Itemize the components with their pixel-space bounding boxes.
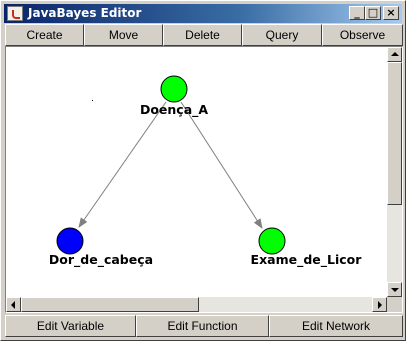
horizontal-scrollbar[interactable]	[6, 297, 387, 312]
node-exame-de-licor-label: Exame_de_Licor	[250, 252, 362, 267]
vertical-scrollbar[interactable]	[387, 47, 402, 297]
scroll-left-button[interactable]	[6, 297, 21, 312]
mode-toolbar	[5, 24, 403, 46]
network-canvas[interactable]	[6, 47, 387, 297]
node-doenca-a-circle[interactable]	[161, 76, 187, 102]
arrow-left-icon	[11, 301, 15, 309]
canvas-dot	[92, 100, 93, 101]
java-cup-icon	[7, 6, 23, 21]
arrow-down-icon	[391, 288, 399, 292]
scroll-up-button[interactable]	[387, 47, 402, 62]
minimize-button[interactable]: _	[349, 6, 365, 20]
edge-doenca-to-exame	[181, 102, 262, 228]
scrollbar-corner	[387, 297, 402, 312]
query-button[interactable]: Query	[242, 24, 322, 46]
node-dor-de-cabeca-circle[interactable]	[57, 228, 83, 254]
scroll-down-button[interactable]	[387, 282, 402, 297]
node-exame-de-licor-circle[interactable]	[259, 228, 285, 254]
scroll-right-button[interactable]	[372, 297, 387, 312]
edit-variable-button[interactable]: Edit Variable	[5, 315, 136, 337]
maximize-button[interactable]: □	[365, 6, 381, 20]
node-dor-de-cabeca[interactable]	[49, 228, 153, 268]
close-button[interactable]: ×	[383, 6, 399, 20]
arrow-up-icon	[391, 52, 399, 56]
edit-network-button[interactable]: Edit Network	[269, 315, 403, 337]
node-doenca-a[interactable]	[140, 76, 208, 118]
edit-function-button[interactable]: Edit Function	[136, 315, 269, 337]
edge-doenca-to-dor	[79, 102, 166, 227]
title-bar[interactable]	[4, 4, 402, 23]
node-doenca-a-label: Doença_A	[139, 102, 209, 117]
move-button[interactable]: Move	[84, 24, 163, 46]
observe-button[interactable]: Observe	[322, 24, 403, 46]
vertical-scroll-thumb[interactable]	[387, 62, 402, 205]
create-button[interactable]: Create	[5, 24, 84, 46]
delete-button[interactable]: Delete	[163, 24, 242, 46]
node-exame-de-licor[interactable]	[251, 228, 363, 268]
arrow-right-icon	[378, 301, 382, 309]
edit-toolbar	[5, 315, 403, 337]
node-dor-de-cabeca-label: Dor_de_cabeça	[48, 252, 154, 267]
horizontal-scroll-thumb[interactable]	[21, 297, 199, 312]
window-title: JavaBayes Editor	[28, 6, 142, 20]
network-scroll-pane	[5, 46, 403, 313]
